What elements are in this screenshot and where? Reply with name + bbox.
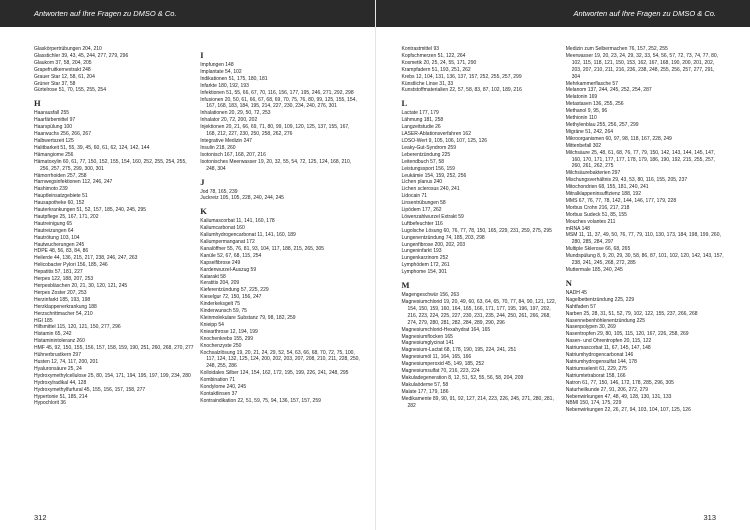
index-column (402, 46, 566, 506)
index-entry: Kombination 71 (200, 377, 235, 384)
index-entry: Langzeitstudie 26 (401, 124, 441, 131)
index-entry: Natriumhydrogencarbonat 146 (565, 352, 634, 359)
index-entry: Natriumselenit 61, 229, 275 (565, 365, 627, 372)
index-letter-heading: L (401, 98, 408, 109)
index-entry: NADH 45 (565, 289, 587, 296)
index-entry: Leukämie 154, 159, 252, 256 (401, 172, 467, 179)
index-entry: Hilfsmittel 115, 120, 121, 150, 277, 296 (34, 324, 121, 331)
index-entry: Kanüle 52, 67, 68, 115, 254 (200, 252, 262, 259)
index-entry: HGI 185 (34, 317, 53, 324)
index-entry: Herzklappenerkrankung 188 (34, 303, 97, 310)
index-letter-heading: M (401, 280, 410, 291)
index-entry: Infusionen 20, 50, 61, 66, 67, 68, 69, 70, 75, 76, 80, 99, 125, 155, 154, 167, 168, 183, 184, 195, 214, 227, 230, 234, 240, 276, 301 (200, 96, 357, 110)
index-letter-heading: I (200, 50, 204, 60)
index-entry: Heilerde 44, 136, 215, 217, 238, 246, 247, 263 (34, 255, 138, 262)
index-entry: Krebs 12, 104, 131, 136, 137, 157, 252, 255, 257, 299 (401, 73, 522, 80)
index-entry: Kunststoffmaterialien 22, 57, 58, 83, 87, 102, 189, 216 (401, 87, 522, 94)
index-entry: Haarfärbemittel 97 (34, 117, 76, 124)
index-entry: Halitbarkeit 51, 55, 39, 45, 60, 61, 62, 124, 142, 144 (34, 144, 150, 151)
index-entry: Kanalöffner 55, 76, 81, 93, 104, 117, 188, 215, 265, 305 (200, 245, 325, 252)
index-entry: Naturheilkunde 27, 91, 206, 272, 279 (565, 386, 649, 393)
index-entry: Muttermale 185, 240, 245 (565, 267, 623, 273)
index-entry: Mundspülung 8, 9, 20, 29, 30, 58, 86, 87, 101, 102, 120, 142, 143, 157, 238, 241, 245, 268, 272, 285 (565, 253, 724, 267)
index-entry: Magnesiumsulfat 70, 216, 223, 224 (401, 368, 480, 375)
index-entry: Kinderwunsch 59, 75 (200, 308, 247, 315)
index-entry: Lähmung 181, 258 (401, 117, 444, 124)
index-entry: Methylenblau 255, 256, 257, 299 (565, 121, 639, 128)
index-entry: Kapselfibrose 249 (200, 259, 241, 266)
index-entry: Lymphödem 172, 261 (401, 262, 450, 269)
index-entry: Magnesiumchlorid-Hexahydrat 164, 165 (401, 326, 491, 333)
index-entry: Lichen planus 240 (401, 179, 443, 186)
index-entry: Milchsäure 25, 48, 61, 68, 76, 77, 79, 150, 142, 143, 144, 145, 147, 160, 170, 171, 177, 177, 178, 179, 186, 190, 192, 215, 255, 257, 260, 261, 262, 275 (565, 149, 716, 170)
index-entry: Knochenkrebs 155, 299 (200, 335, 254, 342)
index-entry: Künstliche Linse 31, 33 (401, 80, 454, 87)
index-entry: Isotonisch 167, 168, 207, 216 (200, 151, 266, 158)
page-number: 312 (34, 513, 47, 522)
index-entry: Makulaödeme 57, 58 (401, 381, 449, 388)
index-entry: Integrative Medizin 247 (200, 137, 252, 144)
index-entry: Lungeninfarkt 193 (401, 248, 442, 255)
index-entry: Hashimoto 239 (34, 186, 68, 193)
index-entry: Kinderkeksgelt 75 (200, 301, 240, 308)
index-entry: Kondylome 240, 245 (200, 384, 247, 391)
index-entry: Hämatoxylin 60, 61, 77, 150, 152, 155, 154, 160, 252, 255, 254, 255, 256, 257, 275, 299, 300, 301 (34, 158, 187, 172)
index-entry: Kaliumcarbonat 160 (200, 225, 245, 232)
index-entry: Inhalationen 20, 29, 50, 72, 253 (200, 110, 271, 117)
index-entry: Magnesiumchlorid 19, 20, 49, 60, 63, 64, 65, 70, 77, 84, 90, 121, 122, 154, 150, 159, 160, 164, 165, 166, 171, 177, 195, 196, 197, 202, 216, 223, 224, 225, 227, 230, 231, 235, 244, 250, 261, 266, 268, 274, 279, 280, 281, 282, 284, 289, 290, 296 (401, 299, 557, 326)
index-entry: Grapefruitkernextrakt 248 (34, 66, 91, 73)
index-entry: Linsentrübungen 58 (401, 200, 446, 207)
index-entry: Nasen- und Ohrentropfen 20, 115, 122 (565, 338, 652, 345)
index-entry: MMS 67, 76, 77, 78, 142, 144, 146, 177, 179, 228 (565, 197, 677, 204)
index-entry: Harnwegsinfektionen 112, 246, 247 (34, 179, 113, 186)
index-entry: Hyaluronsäure 25, 24 (34, 365, 82, 372)
index-entry: Metastasen 136, 255, 256 (565, 101, 624, 108)
index-entry: Kontaktlinsen 37 (200, 390, 238, 397)
index-entry: Insulin 218, 260 (200, 144, 236, 151)
index-entry: Herpes Zoster 207, 253 (34, 289, 87, 296)
index-letter-heading: N (565, 277, 572, 288)
index-entry: Kaliumhydrogencarbonat 11, 141, 160, 189 (200, 232, 296, 239)
index-entry: Mitochondrien 68, 155, 181, 240, 241 (565, 184, 649, 191)
index-entry: Meerwasser 19, 20, 23, 24, 29, 32, 33, 54, 56, 57, 72, 73, 74, 77, 80, 102, 115, 118, 121, 150, 153, 162, 167, 168, 190, 200, 201, 202, 203, 207, 210, 211, 216, 236, 238, 248, 255, 256, 257, 277, 291, 304 (565, 52, 719, 80)
index-column (34, 46, 200, 506)
index-entry: Hydroxymethylfurfural 45, 155, 156, 157, 158, 277 (34, 386, 146, 393)
index-entry: Kopfschmerzen 51, 122, 264 (401, 52, 466, 59)
index-entry: Kontraindikation 22, 51, 59, 75, 94, 136, 157, 157, 259 (200, 397, 321, 404)
index-entry: Haarwuchs 256, 266, 267 (34, 131, 91, 138)
index-entry: Kosmetik 20, 25, 24, 55, 171, 290 (401, 59, 477, 66)
index-entry: Natron 61, 77, 150, 146, 172, 178, 285, 296, 305 (565, 379, 674, 386)
index-entry: Glasstichler 39, 43, 45, 244, 277, 279, 296 (34, 52, 129, 59)
index-entry: Glaskörpertrübungen 204, 210 (34, 46, 102, 52)
right-page (376, 0, 750, 530)
index-entry: Leberentzündung 225 (401, 151, 451, 158)
index-entry: Hautpflege 25, 167, 171, 202 (34, 213, 99, 220)
index-entry: Hausapotheke 60, 152 (34, 200, 85, 207)
index-entry: Magengeschwür 156, 263 (401, 292, 460, 299)
index-entry: Grauer Star 12, 58, 61, 204 (34, 73, 95, 80)
index-entry: Haarausfall 255 (34, 110, 70, 117)
index-entry: Nebenwirkungen 47, 48, 49, 128, 130, 131, 133 (565, 393, 672, 400)
index-entry: Kaliumascorbat 11, 141, 160, 178 (200, 218, 275, 225)
index-entry: Grüner Star 37, 58 (34, 80, 76, 87)
index-entry: HDPE 48, 56, 83, 84, 86 (34, 248, 89, 255)
index-entry: Hautreizungen 64 (34, 227, 74, 234)
index-entry: Natriumhydrogensulfat 144, 178 (565, 358, 637, 365)
index-entry: Mischungsverhältnis 29, 43, 53, 80, 116, 155, 205, 237 (565, 177, 688, 184)
index-entry: Kolloidales Silber 124, 154, 162, 172, 195, 199, 226, 241, 248, 295 (200, 370, 349, 377)
index-entry: Hautwucherungen 245 (34, 241, 85, 248)
index-entry: Krampfadern 51, 193, 251, 262 (401, 66, 471, 73)
index-entry: Multiple Sklerose 66, 68, 265 (565, 246, 631, 253)
index-entry: Katarakt 58 (200, 273, 226, 280)
index-entry: Kieferentzündung 57, 225, 229 (200, 287, 269, 294)
page-number: 313 (703, 513, 716, 522)
index-entry: Mitralklappeninsuffizienz 188, 192 (565, 191, 641, 198)
index-entry: Herpesbläschen 20, 21, 30, 120, 121, 245 (34, 283, 128, 289)
index-entry: Keratitis 204, 209 (200, 280, 240, 287)
index-entry: Infarkte 180, 192, 193 (200, 82, 249, 89)
page-header: Antworten auf Ihre Fragen zu DMSO & Co. (376, 0, 750, 27)
index-entry: Morbus Crohn 216, 217, 218 (565, 204, 630, 211)
index-columns (402, 46, 731, 506)
index-entry: Hypertonie 51, 185, 214 (34, 393, 88, 400)
index-entry: Juckreiz 105, 105, 228, 240, 244, 245 (200, 195, 284, 202)
index-entry: MSM 11, 11, 37, 49, 50, 76, 77, 79, 110, 130, 173, 184, 198, 199, 260, 280, 285, 284, 297 (565, 232, 721, 246)
index-entry: Jod 78, 165, 239 (200, 188, 238, 195)
index-entry: Implantate 54, 102 (200, 68, 242, 75)
index-entry: Kniearthrose 12, 194, 199 (200, 328, 258, 335)
index-entry: Luftbefeuchter 116 (401, 220, 443, 227)
index-entry: Lichen sclerosus 240, 241 (401, 186, 460, 193)
index-entry: Kardenwurzel-Auszug 59 (200, 266, 257, 273)
index-entry: Nagelbettentzündung 225, 229 (565, 296, 635, 303)
index-entry: Glaukom 37, 58, 204, 205 (34, 59, 92, 66)
index-entry: Melatonin 169 (565, 94, 598, 101)
index-entry: Herzschrittmacher 54, 210 (34, 310, 93, 317)
index-entry: Methanol 9, 95, 96 (565, 108, 608, 115)
index-entry: Lymphome 154, 301 (401, 269, 447, 276)
index-entry: Löwenzahlwurzel Extrakt 59 (401, 213, 464, 220)
index-entry: Lungenentzündung 74, 185, 203, 298 (401, 234, 485, 241)
index-entry: Lidocain 71 (401, 193, 428, 200)
index-entry: Melanom 137, 244, 245, 252, 254, 287 (565, 87, 652, 94)
index-entry: Nebenwirkungen 22, 26, 27, 94, 103, 104, 107, 125, 126 (565, 407, 691, 414)
index-entry: Leistungssport 156, 159 (401, 165, 455, 172)
index-entry: Knochenzyste 250 (200, 342, 242, 349)
index-column (566, 46, 730, 506)
index-entry: Magnesium-Lactat 68, 178, 190, 195, 224, 241, 251 (401, 347, 517, 354)
index-entry: Kieselgur 72, 150, 156, 247 (200, 294, 262, 301)
index-entry: Mouches volantes 211 (565, 218, 616, 225)
index-entry: Hühnerbrustkern 297 (34, 352, 81, 359)
index-entry: Hautreinigung 65 (34, 220, 73, 227)
index-letter-heading: J (200, 176, 205, 187)
index-entry: Herzinfarkt 185, 193, 198 (34, 296, 91, 303)
index-entry: Haarspülung 100 (34, 124, 73, 131)
index-entry: Impfungen 148 (200, 62, 234, 68)
index-entry: Gürtelrose 51, 70, 155, 255, 254 (34, 87, 106, 94)
index-entry: Hepatitis 57, 181, 227 (34, 269, 83, 276)
index-entry: Hämangiome 256 (34, 151, 74, 158)
index-entry: Hautrötung 103, 104 (34, 234, 80, 241)
index-entry: Migräne 51, 242, 264 (565, 128, 614, 135)
index-columns (34, 46, 367, 506)
index-entry: Methionin 110 (565, 115, 597, 122)
index-entry: Kaliumpermanganat 172 (200, 239, 255, 246)
index-entry: Magnesiumflocken 165 (401, 333, 453, 340)
index-entry: Magnesiumglycinat 141 (401, 340, 455, 347)
index-entry: Mehrkammerflasche 57 (565, 80, 618, 87)
index-entry: Mittenbefall 302 (565, 142, 602, 149)
index-entry: Medikamente 89, 90, 91, 92, 127, 214, 223, 226, 245, 271, 280, 281, 282 (401, 395, 554, 409)
index-entry: Hämorrhoiden 257, 258 (34, 172, 87, 179)
index-entry: Lungenkarzinom 252 (401, 255, 449, 262)
index-entry: LDSO-Wert 9, 105, 106, 107, 125, 126 (401, 137, 488, 144)
index-entry: Hydroxylradikal 44, 128 (34, 379, 87, 386)
index-entry: Inhalator 20, 72, 200, 202 (200, 117, 258, 124)
index-entry: Herpes 122, 188, 207, 253 (34, 276, 94, 283)
index-entry: Nasennebenhöhlenentzündung 225 (565, 317, 645, 324)
index-entry: Magnesiumperoxid 45, 149, 185, 252 (401, 361, 485, 368)
index-entry: Nahtfaden 57 (565, 303, 596, 310)
index-entry: Isotonisches Meerwasser 19, 20, 32, 55, 54, 72, 125, 124, 168, 210, 248, 304 (200, 158, 352, 172)
index-entry: Hauptleinsatzgebiete 51 (34, 193, 88, 200)
index-entry: Lactate 177, 179 (401, 110, 439, 117)
index-entry: Nasenpolypen 30, 269 (565, 324, 616, 331)
index-entry: Helicobacter Pylori 156, 185, 246 (34, 262, 108, 269)
index-entry: Malate 177, 179, 186 (401, 388, 449, 395)
page-header: Antworten auf Ihre Fragen zu DMSO & Co. (0, 0, 375, 27)
index-entry: Halbwertszeit 125 (34, 137, 74, 144)
index-entry: Natriumtetraborat 158, 166 (565, 372, 626, 379)
index-letter-heading: H (34, 98, 41, 109)
index-entry: Narben 25, 28, 31, 51, 52, 79, 102, 122, 155, 237, 266, 268 (565, 310, 698, 317)
index-entry: Injektionen 20, 21, 66, 69, 71, 80, 99, 109, 120, 125, 137, 155, 167, 168, 212, 227, 230, 250, 258, 262, 276 (200, 124, 350, 138)
index-entry: Hypochlorit 36 (34, 400, 66, 407)
index-entry: Kontrastmittel 93 (401, 46, 440, 52)
index-entry: Lungenfibrose 200, 202, 203 (401, 241, 466, 248)
index-entry: Leitendbuch 57, 58 (401, 158, 445, 165)
index-entry: Kleinmolekulare Substanz 79, 98, 182, 259 (200, 315, 296, 321)
index-column (200, 46, 366, 506)
index-entry: Lugolsche Lösung 60, 76, 77, 78, 150, 165, 229, 231, 259, 275, 295 (401, 227, 552, 234)
index-entry: NBMI 150, 174, 175, 229 (565, 400, 622, 407)
index-entry: Hydroxymethylcellulose 25, 80, 154, 171, 194, 195, 197, 199, 234, 280 (34, 372, 191, 379)
index-entry: Milchsäurebakterien 297 (565, 170, 621, 177)
index-entry: Lipödem 177, 262 (401, 207, 442, 214)
index-entry: Husten 12, 74, 117, 200, 201 (34, 358, 99, 365)
index-entry: Nasentropfen 29, 80, 105, 115, 120, 167, 226, 258, 269 (565, 331, 689, 338)
index-entry: Histamin 65, 242 (34, 331, 72, 338)
index-entry: Mikroorganismen 60, 97, 98, 118, 167, 228, 249 (565, 135, 672, 142)
index-entry: Leaky-Gut-Syndrom 259 (401, 144, 456, 151)
index-letter-heading: K (200, 206, 207, 217)
index-entry: Morbus Sudeck 51, 85, 155 (565, 211, 627, 218)
index-entry: HMF 45, 92, 150, 155, 156, 157, 158, 159, 190, 251, 260, 268, 270, 277 (34, 345, 194, 352)
index-entry: Makuladegeneration 8, 12, 51, 52, 55, 56, 58, 204, 209 (401, 374, 524, 381)
index-entry: Medizin zum Selbermachen 76, 157, 252, 255 (565, 46, 668, 52)
index-entry: Magnesiumöl 11, 164, 165, 166 (401, 354, 472, 361)
index-entry: Natriumascorbat 11, 67, 145, 147, 148 (565, 345, 651, 352)
index-entry: Indikationen 51, 175, 180, 181 (200, 75, 268, 82)
index-entry: Knieipp 54 (200, 321, 224, 328)
index-entry: LASER-Ablationsverfahren 162 (401, 131, 471, 138)
index-entry: Kochsalzlösung 19, 20, 21, 24, 29, 52, 54, 63, 66, 68, 70, 72, 75, 100, 117, 124, 132, 125, 124, 200, 202, 203, 207, 208, 210, 211, 228, 250, 248, 255, 286 (200, 349, 360, 370)
index-entry: Hauterkrankungen 51, 52, 157, 185, 240, 245, 295 (34, 207, 147, 214)
index-entry: Infektionen 51, 55, 66, 67, 70, 116, 156, 177, 195, 246, 271, 292, 298 (200, 89, 354, 96)
index-entry: mRNA 148 (565, 225, 590, 232)
index-entry: Histaminintoleranz 260 (34, 338, 85, 345)
